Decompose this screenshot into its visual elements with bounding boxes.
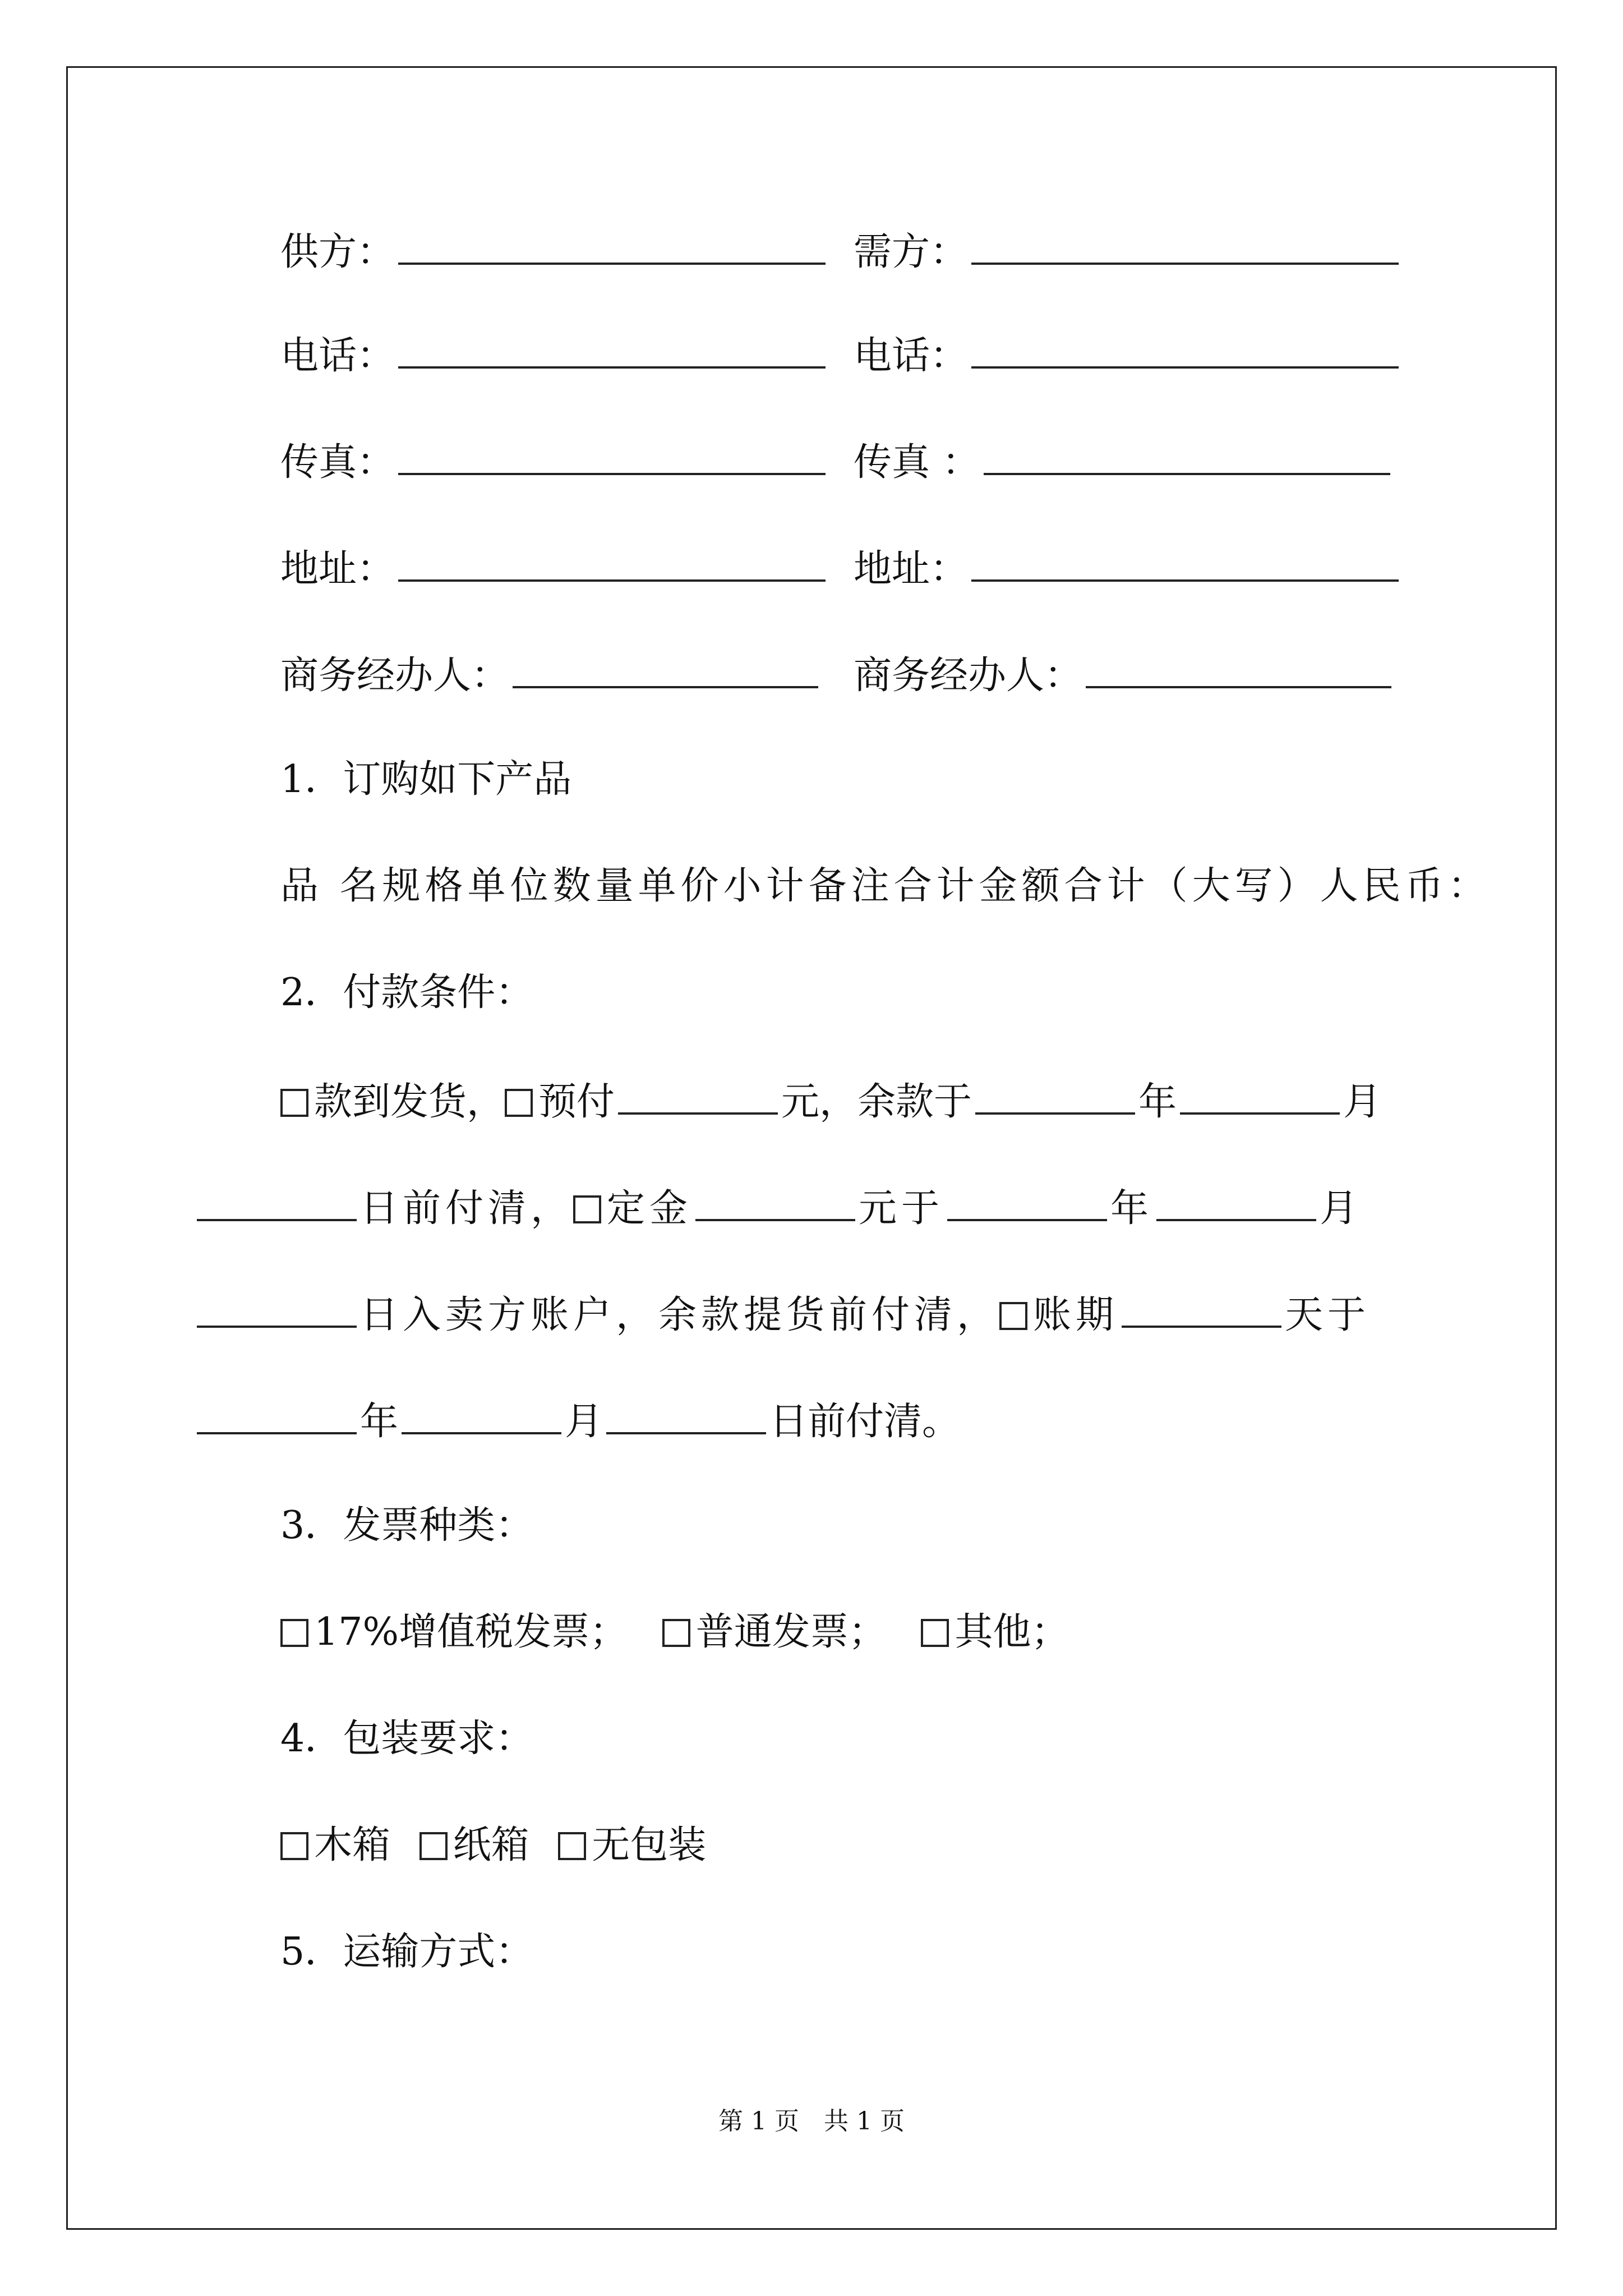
address-field-right [854, 541, 1402, 592]
deposit-yuan-label: 元于 [859, 1186, 944, 1231]
pay-before-delivery-label: 款到发货， [314, 1080, 505, 1124]
section2-title: 2．付款条件： [280, 970, 534, 1015]
checkbox-carton[interactable] [419, 1832, 448, 1860]
fax-label-right: 传真 ： [854, 440, 980, 485]
agent-field-right [854, 648, 1395, 698]
paid-before-label: 日前付清， [360, 1186, 574, 1231]
checkbox-prepay[interactable] [505, 1089, 533, 1117]
section3-title: 3．发票种类： [280, 1503, 534, 1548]
address-label-right: 地址： [854, 547, 969, 591]
payment-line-2 [193, 1181, 1362, 1231]
fax-label-left: 传真： [280, 440, 395, 485]
days-label: 天于 [1285, 1293, 1371, 1337]
no-packaging-label: 无包装 [592, 1823, 707, 1867]
balance-label: 元，余款于 [781, 1080, 972, 1124]
checkbox-pay-before-delivery[interactable] [280, 1089, 308, 1117]
deposit-year-blank[interactable] [947, 1181, 1107, 1221]
credit-days-blank[interactable] [1122, 1287, 1281, 1328]
buyer-label: 需方： [854, 230, 969, 274]
vat-invoice-label: 17%增值税发票； [314, 1610, 628, 1654]
balance-month-blank[interactable] [1180, 1074, 1340, 1115]
fax-field-right [854, 435, 1394, 485]
payment-line-4 [193, 1394, 960, 1444]
section1-title: 1．订购如下产品 [280, 757, 572, 802]
checkbox-other-invoice[interactable] [921, 1619, 949, 1647]
credit-day-blank[interactable] [606, 1394, 766, 1434]
wooden-box-label: 木箱 [314, 1823, 391, 1867]
month-label-1: 月 [1343, 1080, 1382, 1124]
carton-label: 纸箱 [453, 1823, 529, 1867]
supplier-blank[interactable] [398, 224, 826, 265]
checkbox-no-packaging[interactable] [558, 1832, 586, 1860]
month-label-2: 月 [1320, 1186, 1363, 1231]
credit-month-blank[interactable] [402, 1394, 561, 1434]
month-label-3: 月 [565, 1400, 603, 1444]
address-field-left [280, 541, 829, 592]
section1-table-text [280, 861, 1491, 912]
payment-line-1 [280, 1074, 1381, 1125]
checkbox-credit-period[interactable] [999, 1302, 1027, 1330]
section5-title: 5．运输方式： [280, 1930, 534, 1974]
supplier-label: 供方： [280, 230, 395, 274]
page-number: 第 1 页 共 1 页 [718, 2107, 905, 2136]
deposit-month-blank[interactable] [1156, 1181, 1316, 1221]
fax-blank-left[interactable] [398, 435, 826, 475]
balance-day-blank[interactable] [197, 1181, 357, 1221]
phone-blank-left[interactable] [398, 328, 826, 369]
supplier-field [280, 224, 829, 275]
phone-field-left [280, 328, 829, 379]
payment-line-3 [193, 1287, 1370, 1338]
year-label-1: 年 [1138, 1080, 1177, 1124]
buyer-field [854, 224, 1402, 275]
checkbox-normal-invoice[interactable] [662, 1619, 690, 1647]
agent-label-right: 商务经办人： [854, 654, 1083, 698]
balance-year-blank[interactable] [975, 1074, 1135, 1115]
credit-year-blank[interactable] [197, 1394, 357, 1434]
prepay-amount-blank[interactable] [618, 1074, 778, 1115]
credit-period-label: 账期 [1033, 1293, 1119, 1337]
phone-blank-right[interactable] [971, 328, 1399, 369]
invoice-options [280, 1607, 1069, 1658]
address-blank-left[interactable] [398, 541, 826, 582]
address-label-left: 地址： [280, 547, 395, 591]
deposit-day-blank[interactable] [197, 1287, 357, 1328]
phone-label-right: 电话： [854, 334, 969, 378]
checkbox-deposit[interactable] [573, 1195, 601, 1223]
normal-invoice-label: 普通发票； [695, 1610, 887, 1654]
deposit-amount-blank[interactable] [695, 1181, 855, 1221]
phone-field-right [854, 328, 1402, 379]
packaging-options [280, 1820, 706, 1871]
prepay-label: 预付 [538, 1080, 615, 1124]
fax-field-left [280, 435, 829, 485]
year-label-2: 年 [1110, 1186, 1154, 1231]
fax-blank-right[interactable] [984, 435, 1390, 475]
year-label-3: 年 [360, 1400, 399, 1444]
agent-blank-right[interactable] [1086, 648, 1391, 688]
address-blank-right[interactable] [971, 541, 1399, 582]
agent-field-left [280, 648, 822, 698]
checkbox-wooden-box[interactable] [280, 1832, 308, 1860]
product-table-headers: 品 名规格单位数量单价小计备注合计金额合计（大写）人民币： [280, 864, 1491, 908]
page-border [66, 66, 1557, 2230]
section4-title: 4．包装要求： [280, 1717, 534, 1761]
buyer-blank[interactable] [971, 224, 1399, 265]
seller-account-label: 日入卖方账户，余款提货前付清， [360, 1293, 1000, 1337]
other-invoice-label: 其他； [955, 1610, 1069, 1654]
paid-before-label-2: 日前付清。 [769, 1400, 961, 1444]
deposit-label: 定金 [607, 1186, 693, 1231]
agent-blank-left[interactable] [513, 648, 818, 688]
agent-label-left: 商务经办人： [280, 654, 510, 698]
phone-label-left: 电话： [280, 334, 395, 378]
checkbox-vat-invoice[interactable] [280, 1619, 308, 1647]
